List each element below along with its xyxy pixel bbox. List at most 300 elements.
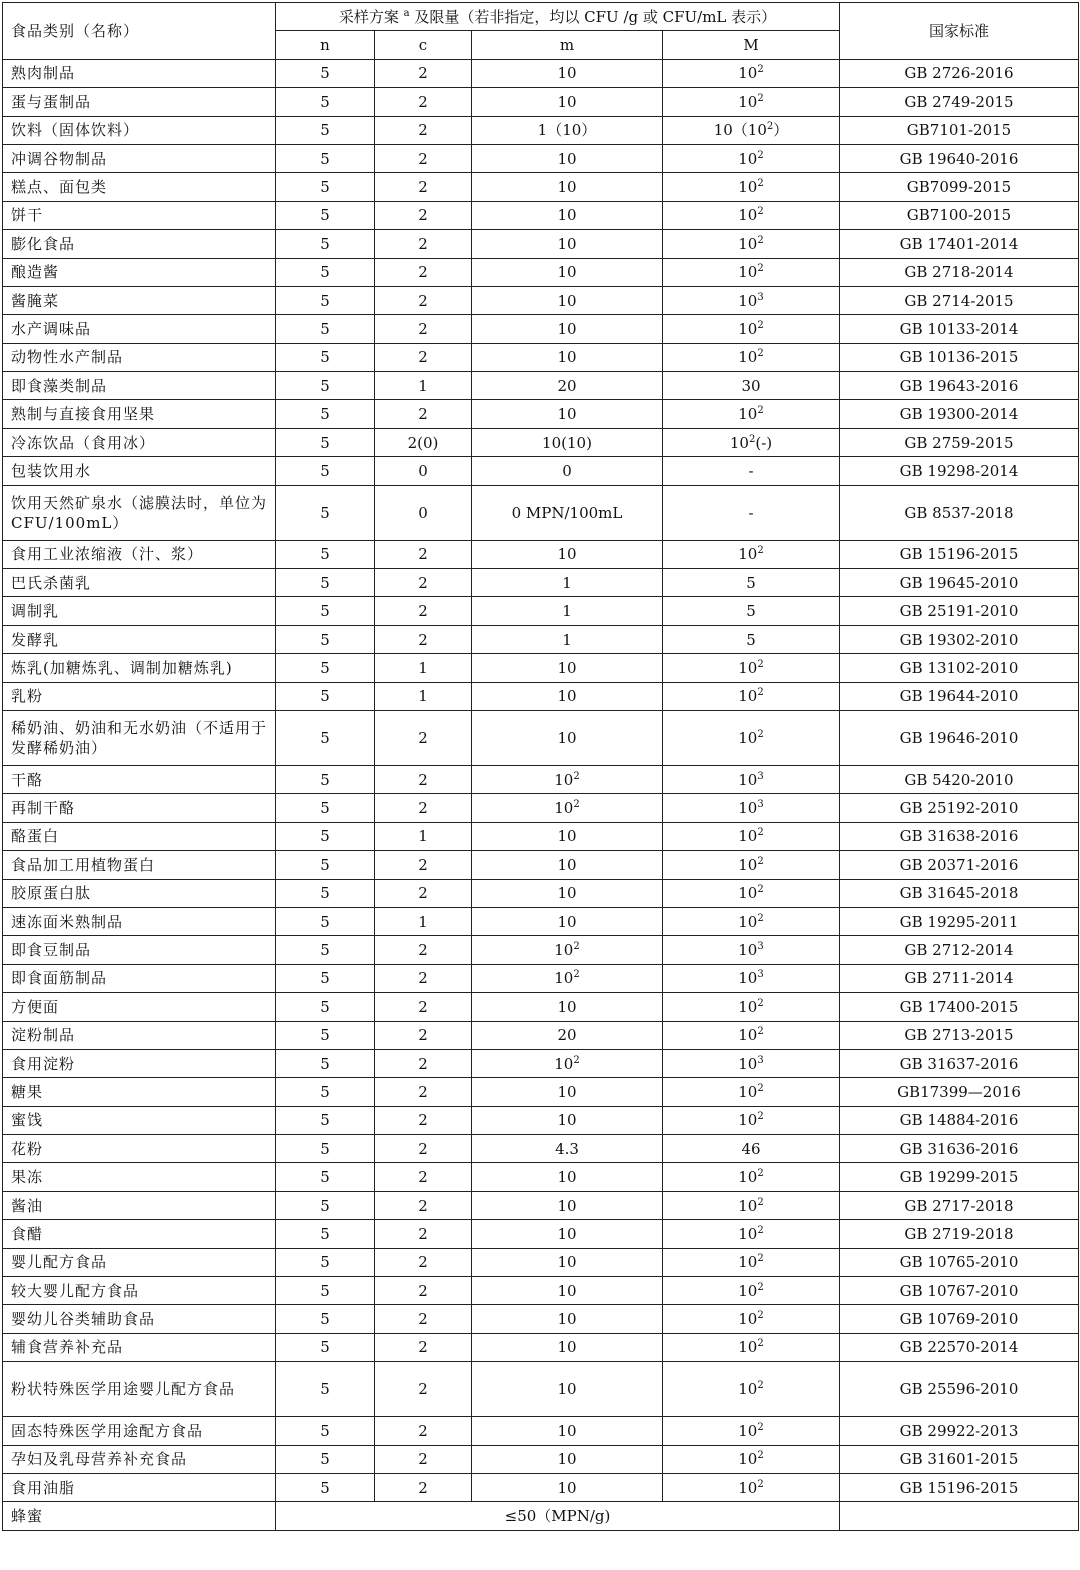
header-row-1 — [3, 3, 1079, 31]
c-cell: 2 — [375, 1078, 472, 1106]
M-cell-exponent: 2 — [757, 1478, 764, 1490]
M-cell — [663, 1191, 840, 1219]
food-category-cell: 果冻 — [3, 1163, 276, 1191]
food-category-cell: 动物性水产制品 — [3, 343, 276, 371]
n-cell: 5 — [276, 258, 375, 286]
M-cell-value: 10 — [738, 1054, 758, 1073]
food-category-cell: 方便面 — [3, 993, 276, 1021]
table-row — [3, 1163, 1079, 1191]
m-cell — [472, 1333, 663, 1361]
table-row — [3, 1277, 1079, 1305]
table-row — [3, 1445, 1079, 1473]
food-category-cell: 调制乳 — [3, 597, 276, 625]
table-row — [3, 1417, 1079, 1445]
m-cell-value: 10 — [557, 1196, 577, 1215]
food-category-cell: 酿造酱 — [3, 258, 276, 286]
c-cell: 2 — [375, 1305, 472, 1333]
M-cell — [663, 1445, 840, 1473]
M-cell-value: 10 — [738, 1253, 758, 1272]
m-cell-value: 10 — [557, 1478, 577, 1497]
m-cell-value: 10 — [557, 1168, 577, 1187]
m-cell-value: 10 — [557, 1111, 577, 1130]
food-category-cell: 酱油 — [3, 1191, 276, 1219]
M-cell-exponent: 2 — [757, 1310, 764, 1322]
n-cell: 5 — [276, 457, 375, 485]
standard-cell: GB17399—2016 — [840, 1078, 1079, 1106]
n-cell: 5 — [276, 1220, 375, 1248]
food-category-cell: 冲调谷物制品 — [3, 144, 276, 172]
table-row — [3, 116, 1079, 144]
m-cell-value: 4.3 — [555, 1139, 579, 1158]
standard-cell: GB 2726-2016 — [840, 59, 1079, 87]
m-cell-value: 10 — [557, 291, 577, 310]
food-category-cell: 乳粉 — [3, 682, 276, 710]
n-cell: 5 — [276, 1362, 375, 1417]
m-cell-exponent: 2 — [573, 969, 580, 981]
table-row — [3, 1333, 1079, 1361]
table-row — [3, 822, 1079, 850]
m-cell-exponent: 2 — [573, 941, 580, 953]
m-cell-value: 10 — [557, 1310, 577, 1329]
n-cell: 5 — [276, 116, 375, 144]
standard-cell: GB 15196-2015 — [840, 540, 1079, 568]
standard-cell: GB 10136-2015 — [840, 343, 1079, 371]
m-cell — [472, 230, 663, 258]
m-cell — [472, 144, 663, 172]
M-cell-exponent: 2 — [757, 1281, 764, 1293]
m-cell — [472, 1106, 663, 1134]
standard-cell: GB 10765-2010 — [840, 1248, 1079, 1276]
M-cell-exponent: 3 — [757, 291, 764, 303]
M-cell-value: 10 — [738, 92, 758, 111]
c-cell: 2 — [375, 144, 472, 172]
food-category-cell: 粉状特殊医学用途婴儿配方食品 — [3, 1362, 276, 1417]
m-cell-value: 10 — [557, 234, 577, 253]
m-header: m — [472, 31, 663, 59]
standard-cell: GB 2749-2015 — [840, 88, 1079, 116]
M-cell — [663, 1248, 840, 1276]
n-cell: 5 — [276, 1445, 375, 1473]
M-cell-value: 10 — [738, 941, 758, 960]
c-cell: 1 — [375, 907, 472, 935]
m-cell-value: 1（10） — [537, 121, 597, 140]
standard-cell: GB 2718-2014 — [840, 258, 1079, 286]
M-cell-exponent: 2 — [757, 827, 764, 839]
food-category-cell: 花粉 — [3, 1135, 276, 1163]
c-cell: 2 — [375, 315, 472, 343]
M-cell — [663, 1333, 840, 1361]
M-cell-value: 10 — [738, 969, 758, 988]
standard-cell: GB7100-2015 — [840, 201, 1079, 229]
M-cell-exponent: 2 — [757, 92, 764, 104]
m-cell — [472, 851, 663, 879]
standard-cell: GB 31601-2015 — [840, 1445, 1079, 1473]
category-header: 食品类别（名称） — [3, 3, 276, 60]
M-cell-value: 10 — [738, 178, 758, 197]
n-cell: 5 — [276, 1021, 375, 1049]
table-row — [3, 485, 1079, 540]
table-row — [3, 173, 1079, 201]
n-cell: 5 — [276, 428, 375, 456]
m-cell-value: 10 — [557, 1380, 577, 1399]
M-cell-value: 10 — [738, 855, 758, 874]
M-cell-value: 10 — [738, 1168, 758, 1187]
M-cell — [663, 201, 840, 229]
M-cell — [663, 286, 840, 314]
m-cell-value: 10 — [557, 92, 577, 111]
standard-cell: GB 19300-2014 — [840, 400, 1079, 428]
M-cell-value: 10 — [738, 1196, 758, 1215]
M-cell — [663, 993, 840, 1021]
c-cell: 1 — [375, 822, 472, 850]
standard-cell: GB 29922-2013 — [840, 1417, 1079, 1445]
m-cell-value: 10 — [557, 1224, 577, 1243]
M-cell-exponent: 2 — [757, 545, 764, 557]
m-cell-value: 10 — [557, 658, 577, 677]
M-cell-value: 46 — [741, 1139, 761, 1158]
n-cell: 5 — [276, 765, 375, 793]
m-cell-value: 10 — [557, 884, 577, 903]
M-cell — [663, 1277, 840, 1305]
table-row — [3, 1305, 1079, 1333]
food-category-cell: 熟制与直接食用坚果 — [3, 400, 276, 428]
table-row — [3, 144, 1079, 172]
food-category-cell: 胶原蛋白肽 — [3, 879, 276, 907]
standard-cell: GB 2711-2014 — [840, 964, 1079, 992]
standard-cell: GB 2713-2015 — [840, 1021, 1079, 1049]
sampling-plan-suffix: 及限量（若非指定，均以 CFU /g 或 CFU/mL 表示） — [409, 7, 777, 26]
standard-cell: GB 14884-2016 — [840, 1106, 1079, 1134]
food-category-cell: 即食面筋制品 — [3, 964, 276, 992]
n-cell: 5 — [276, 569, 375, 597]
n-cell: 5 — [276, 315, 375, 343]
M-cell-value: 10 — [738, 405, 758, 424]
M-cell-value: 10 — [738, 1224, 758, 1243]
standard-cell: GB 2714-2015 — [840, 286, 1079, 314]
m-cell-value: 10 — [557, 405, 577, 424]
food-category-cell: 蜂蜜 — [3, 1502, 276, 1530]
M-cell-value: 10 — [738, 348, 758, 367]
food-category-cell: 淀粉制品 — [3, 1021, 276, 1049]
m-cell-value: 10 — [554, 1054, 574, 1073]
c-cell: 2 — [375, 879, 472, 907]
sampling-plan-prefix: 采样方案 — [338, 7, 399, 26]
standard-cell: GB 22570-2014 — [840, 1333, 1079, 1361]
table-row — [3, 597, 1079, 625]
m-cell — [472, 794, 663, 822]
M-cell-exponent: 2 — [757, 884, 764, 896]
M-cell-value: 10 — [738, 1281, 758, 1300]
table-row — [3, 1191, 1079, 1219]
food-category-cell: 固态特殊医学用途配方食品 — [3, 1417, 276, 1445]
M-cell-exponent: 2 — [757, 149, 764, 161]
m-cell-value: 10 — [557, 178, 577, 197]
food-category-cell: 食用工业浓缩液（汁、浆） — [3, 540, 276, 568]
c-cell: 2 — [375, 993, 472, 1021]
n-cell: 5 — [276, 59, 375, 87]
M-cell-exponent: 2 — [757, 405, 764, 417]
c-cell: 2 — [375, 88, 472, 116]
M-cell-value: 5 — [746, 573, 756, 592]
m-cell — [472, 540, 663, 568]
M-cell — [663, 1305, 840, 1333]
food-category-cell: 稀奶油、奶油和无水奶油（不适用于发酵稀奶油） — [3, 710, 276, 765]
standard-cell: GB 25191-2010 — [840, 597, 1079, 625]
m-cell-exponent: 2 — [573, 799, 580, 811]
food-category-cell: 蜜饯 — [3, 1106, 276, 1134]
c-cell: 2 — [375, 1277, 472, 1305]
M-header: M — [663, 31, 840, 59]
c-cell: 2 — [375, 286, 472, 314]
table-row — [3, 540, 1079, 568]
M-cell — [663, 879, 840, 907]
M-cell — [663, 654, 840, 682]
table-row — [3, 765, 1079, 793]
table-row — [3, 879, 1079, 907]
m-cell — [472, 682, 663, 710]
sampling-plan-header — [276, 3, 840, 31]
m-cell-value: 10 — [557, 912, 577, 931]
table-row — [3, 682, 1079, 710]
table-row — [3, 428, 1079, 456]
m-cell — [472, 1445, 663, 1473]
standard-cell: GB 10769-2010 — [840, 1305, 1079, 1333]
M-cell — [663, 1135, 840, 1163]
m-cell-value: 1 — [562, 602, 572, 621]
n-cell: 5 — [276, 1305, 375, 1333]
m-cell-value: 0 MPN/100mL — [511, 503, 623, 522]
m-cell-exponent: 2 — [573, 1054, 580, 1066]
m-cell-value: 20 — [557, 376, 577, 395]
M-cell — [663, 1049, 840, 1077]
M-cell-value: 10 — [738, 687, 758, 706]
c-cell: 2 — [375, 230, 472, 258]
M-cell — [663, 400, 840, 428]
n-cell: 5 — [276, 144, 375, 172]
standard-cell: GB 31638-2016 — [840, 822, 1079, 850]
c-cell: 2 — [375, 710, 472, 765]
M-cell — [663, 258, 840, 286]
M-cell — [663, 1220, 840, 1248]
M-cell-value: 10 — [738, 1338, 758, 1357]
m-cell-value: 0 — [562, 461, 572, 480]
standard-cell: GB 31637-2016 — [840, 1049, 1079, 1077]
n-cell: 5 — [276, 964, 375, 992]
standard-cell: GB 15196-2015 — [840, 1473, 1079, 1501]
m-cell-value: 1 — [562, 630, 572, 649]
M-cell-exponent: 2 — [757, 319, 764, 331]
standard-cell: GB 19646-2010 — [840, 710, 1079, 765]
standard-cell: GB 2719-2018 — [840, 1220, 1079, 1248]
standard-cell: GB 19645-2010 — [840, 569, 1079, 597]
M-cell — [663, 1021, 840, 1049]
n-cell: 5 — [276, 710, 375, 765]
m-cell-value: 10 — [557, 545, 577, 564]
food-category-cell: 酪蛋白 — [3, 822, 276, 850]
M-cell-exponent: 2 — [757, 1338, 764, 1350]
c-cell: 2 — [375, 116, 472, 144]
M-cell-value: 10 — [738, 1082, 758, 1101]
n-cell: 5 — [276, 230, 375, 258]
food-category-cell: 蛋与蛋制品 — [3, 88, 276, 116]
m-cell-value: 10 — [557, 348, 577, 367]
M-cell — [663, 230, 840, 258]
M-cell — [663, 625, 840, 653]
M-cell-exponent: 2 — [757, 1111, 764, 1123]
c-cell: 2 — [375, 258, 472, 286]
food-category-cell: 糖果 — [3, 1078, 276, 1106]
m-cell — [472, 343, 663, 371]
n-cell: 5 — [276, 907, 375, 935]
M-cell-exponent: 2 — [757, 206, 764, 218]
food-category-cell: 糕点、面包类 — [3, 173, 276, 201]
table-row — [3, 88, 1079, 116]
m-cell — [472, 457, 663, 485]
m-cell-value: 10 — [557, 855, 577, 874]
c-cell: 2 — [375, 201, 472, 229]
M-cell-value: 10 — [738, 234, 758, 253]
n-cell: 5 — [276, 88, 375, 116]
table-row — [3, 400, 1079, 428]
M-cell-value: - — [748, 503, 754, 522]
m-cell — [472, 1021, 663, 1049]
n-cell: 5 — [276, 1049, 375, 1077]
m-cell — [472, 286, 663, 314]
table-row — [3, 258, 1079, 286]
table-row — [3, 625, 1079, 653]
m-cell — [472, 88, 663, 116]
m-cell — [472, 710, 663, 765]
M-cell — [663, 794, 840, 822]
M-cell-value: 30 — [741, 376, 761, 395]
M-cell-exponent: 2 — [757, 1082, 764, 1094]
M-cell-value: 10 — [738, 291, 758, 310]
m-cell — [472, 597, 663, 625]
M-cell-exponent: 2 — [757, 997, 764, 1009]
m-cell-value: 10 — [557, 827, 577, 846]
M-cell — [663, 540, 840, 568]
c-cell: 2 — [375, 936, 472, 964]
m-cell — [472, 1417, 663, 1445]
M-cell-value: 10 — [738, 1380, 758, 1399]
M-cell-exponent: 2 — [748, 433, 756, 445]
M-cell — [663, 1163, 840, 1191]
c-cell: 2 — [375, 1106, 472, 1134]
m-cell — [472, 1163, 663, 1191]
standard-cell: GB 19295-2011 — [840, 907, 1079, 935]
c-cell: 2 — [375, 1135, 472, 1163]
c-cell: 2 — [375, 343, 472, 371]
M-cell-value: 10 — [738, 912, 758, 931]
n-cell: 5 — [276, 993, 375, 1021]
c-cell: 2 — [375, 1248, 472, 1276]
M-cell — [663, 343, 840, 371]
food-category-cell: 发酵乳 — [3, 625, 276, 653]
M-cell-value: 10 — [738, 658, 758, 677]
table-row — [3, 907, 1079, 935]
M-cell — [663, 851, 840, 879]
c-cell: 2 — [375, 1021, 472, 1049]
M-cell-exponent: 2 — [757, 1168, 764, 1180]
standard-cell: GB 17400-2015 — [840, 993, 1079, 1021]
M-cell-value: 10 — [738, 64, 758, 83]
table-row — [3, 1049, 1079, 1077]
m-cell-value: 10 — [554, 969, 574, 988]
n-cell: 5 — [276, 851, 375, 879]
m-cell — [472, 964, 663, 992]
standard-cell: GB7101-2015 — [840, 116, 1079, 144]
standard-cell: GB 25596-2010 — [840, 1362, 1079, 1417]
m-cell — [472, 907, 663, 935]
n-cell: 5 — [276, 400, 375, 428]
m-cell — [472, 59, 663, 87]
c-header: c — [375, 31, 472, 59]
M-cell-exponent: 2 — [766, 121, 774, 133]
m-cell — [472, 400, 663, 428]
M-cell-exponent: 2 — [757, 178, 764, 190]
food-category-cell: 食用淀粉 — [3, 1049, 276, 1077]
c-cell: 0 — [375, 457, 472, 485]
M-cell-exponent: 2 — [757, 1380, 764, 1392]
M-cell-exponent: 3 — [757, 799, 764, 811]
m-cell — [472, 1220, 663, 1248]
M-cell-exponent: 2 — [757, 728, 764, 740]
c-cell: 2 — [375, 1473, 472, 1501]
food-category-cell: 食用油脂 — [3, 1473, 276, 1501]
M-cell — [663, 964, 840, 992]
m-cell-value: 10 — [557, 1338, 577, 1357]
m-cell — [472, 569, 663, 597]
M-cell-exponent: 2 — [757, 1026, 764, 1038]
M-cell-value: 10 — [738, 1421, 758, 1440]
m-cell-value: 10 — [557, 687, 577, 706]
n-cell: 5 — [276, 879, 375, 907]
m-cell — [472, 485, 663, 540]
table-row — [3, 794, 1079, 822]
table-row — [3, 1106, 1079, 1134]
M-cell-exponent: 3 — [757, 969, 764, 981]
n-cell: 5 — [276, 1191, 375, 1219]
c-cell: 2 — [375, 851, 472, 879]
M-cell — [663, 59, 840, 87]
food-category-cell: 食品加工用植物蛋白 — [3, 851, 276, 879]
c-cell: 2 — [375, 1333, 472, 1361]
M-cell-exponent: 2 — [757, 1196, 764, 1208]
food-category-cell: 饼干 — [3, 201, 276, 229]
M-cell-value: 10 — [738, 319, 758, 338]
n-cell: 5 — [276, 1106, 375, 1134]
M-cell-exponent: 3 — [757, 1054, 764, 1066]
n-cell: 5 — [276, 822, 375, 850]
food-category-cell: 辅食营养补充品 — [3, 1333, 276, 1361]
c-cell: 2 — [375, 964, 472, 992]
table-row — [3, 993, 1079, 1021]
food-category-cell: 水产调味品 — [3, 315, 276, 343]
food-category-cell: 酱腌菜 — [3, 286, 276, 314]
table-row — [3, 201, 1079, 229]
m-cell-value: 10 — [554, 770, 574, 789]
M-cell-value: 10 — [738, 1111, 758, 1130]
m-cell — [472, 1191, 663, 1219]
M-cell-exponent: 2 — [757, 1253, 764, 1265]
c-cell: 1 — [375, 682, 472, 710]
table-row — [3, 964, 1079, 992]
m-cell — [472, 1277, 663, 1305]
m-cell — [472, 765, 663, 793]
m-cell-value: 10(10) — [542, 433, 592, 452]
M-cell — [663, 485, 840, 540]
M-cell — [663, 116, 840, 144]
